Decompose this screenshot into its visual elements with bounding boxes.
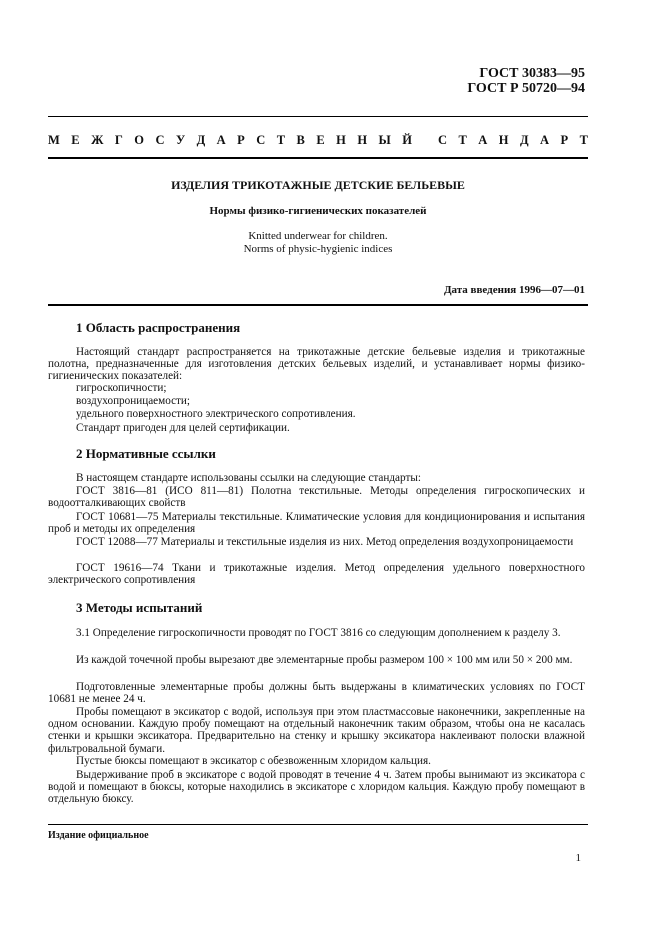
banner-letter: Н [336, 133, 346, 147]
banner-letter: У [175, 133, 186, 147]
banner-letter: Д [519, 133, 529, 147]
banner-letter: А [478, 133, 488, 147]
section-3-paragraph-3: Подготовленные элементарные пробы должны быть выдержаны в климатических условиях по ГОСТ 10681 не менее 24 ч. [48, 681, 585, 706]
reference-gost-19616: ГОСТ 19616—74 Ткани и трикотажные изделия. Метод определения удельного поверхностного электрического сопротивления [48, 562, 585, 587]
footer-rule [48, 824, 588, 825]
banner-letter: Г [114, 133, 123, 147]
banner-rule [48, 157, 588, 159]
banner-letter: Т [276, 133, 286, 147]
banner-letter: Т [579, 133, 588, 147]
banner-letter: Р [560, 133, 569, 147]
english-title [48, 230, 588, 256]
section-3-heading: 3 Методы испытаний [76, 600, 203, 615]
section-1-heading: 1 Область распространения [76, 320, 241, 335]
document-title: ИЗДЕЛИЯ ТРИКОТАЖНЫЕ ДЕТСКИЕ БЕЛЬЕВЫЕ [171, 178, 465, 192]
banner-letter: М [48, 133, 60, 147]
section-3-paragraph-6: Выдерживание проб в эксикаторе с водой проводят в течение 4 ч. Затем пробы вынимают из эксикатора с водой и помещают в бюксы, которые находились в эксикаторе с хлоридом кальция. Каждую пробу помещают в отдельную бюксу. [48, 769, 585, 806]
banner-letter: О [134, 133, 145, 147]
banner-letter: С [256, 133, 266, 147]
date-rule [48, 304, 588, 306]
banner-letter: С [155, 133, 165, 147]
section-2-intro: В настоящем стандарте использованы ссылки на следующие стандарты: [76, 472, 421, 484]
english-title-line-2: Norms of physic-hygienic indices [243, 243, 393, 255]
banner-letter: Р [237, 133, 245, 147]
banner-letter: Н [357, 133, 368, 147]
top-rule [48, 116, 588, 117]
banner-letter: Й [402, 133, 412, 147]
section-1-paragraph-1: Настоящий стандарт распространяется на трикотажные детские бельевые изделия и трикотажные полотна, предназначенные для изготовления детских бельевых изделий, и устанавливает нормы физико-гигиенических показателей: [48, 346, 585, 383]
banner-letter: А [540, 133, 550, 147]
section-1-list-item-3: удельного поверхностного электрического сопротивления. [76, 408, 356, 420]
section-2-heading: 2 Нормативные ссылки [76, 446, 216, 461]
section-1-paragraph-2: Стандарт пригоден для целей сертификации. [76, 422, 290, 434]
reference-gost-3816: ГОСТ 3816—81 (ИСО 811—81) Полотна текстильные. Методы определения гигроскопических и водоотталкивающих свойств [48, 485, 585, 510]
section-3-paragraph-5: Пустые бюксы помещают в эксикатор с обезвоженным хлоридом кальция. [76, 755, 431, 767]
banner-letter: С [438, 133, 448, 147]
banner-letter: Т [458, 133, 467, 147]
section-3-paragraph-1: 3.1 Определение гигроскопичности проводят по ГОСТ 3816 со следующим дополнением к разделу 3. [76, 627, 561, 639]
banner-letter: Ы [378, 133, 391, 147]
banner-letter: Ж [91, 133, 104, 147]
introduction-date: Дата введения 1996—07—01 [443, 284, 585, 296]
banner-letter [423, 133, 426, 148]
gost-number-1: ГОСТ 30383—95 [479, 66, 585, 81]
reference-gost-10681: ГОСТ 10681—75 Материалы текстильные. Климатические условия для кондиционирования и испытания проб и методы их определения [48, 511, 585, 536]
section-3-paragraph-4: Пробы помещают в эксикатор с водой, используя при этом пластмассовые наконечники, закрепленные на одном основании. Каждую пробу помещают на отдельный наконечник таким образом, чтобы она не касалась стенки и крышки эксикатора. Предварительно на стенку и крышку эксикатора наклеивают полоски влажной фильтровальной бумаги. [48, 706, 585, 755]
banner-letter: Е [316, 133, 325, 147]
banner-letter: Н [498, 133, 509, 147]
reference-gost-12088: ГОСТ 12088—77 Материалы и текстильные изделия из них. Метод определения воздухопроницаемости [76, 536, 574, 548]
banner-letter: В [296, 133, 305, 147]
gost-number-2: ГОСТ Р 50720—94 [467, 81, 585, 96]
document-subtitle: Нормы физико-гигиенических показателей [209, 205, 427, 217]
page-number: 1 [575, 852, 581, 864]
official-edition-label: Издание официальное [48, 830, 149, 841]
section-1-list-item-1: гигроскопичности; [76, 382, 167, 394]
section-1-list-item-2: воздухопроницаемости; [76, 395, 191, 407]
banner-letter: Е [71, 133, 80, 147]
standard-banner [48, 133, 588, 148]
banner-letter: Д [196, 133, 206, 147]
section-3-paragraph-2: Из каждой точечной пробы вырезают две элементарные пробы размером 100 × 100 мм или 50 × 200 мм. [76, 654, 573, 666]
banner-letter: А [216, 133, 226, 147]
english-title-line-1: Knitted underwear for children. [248, 230, 388, 242]
